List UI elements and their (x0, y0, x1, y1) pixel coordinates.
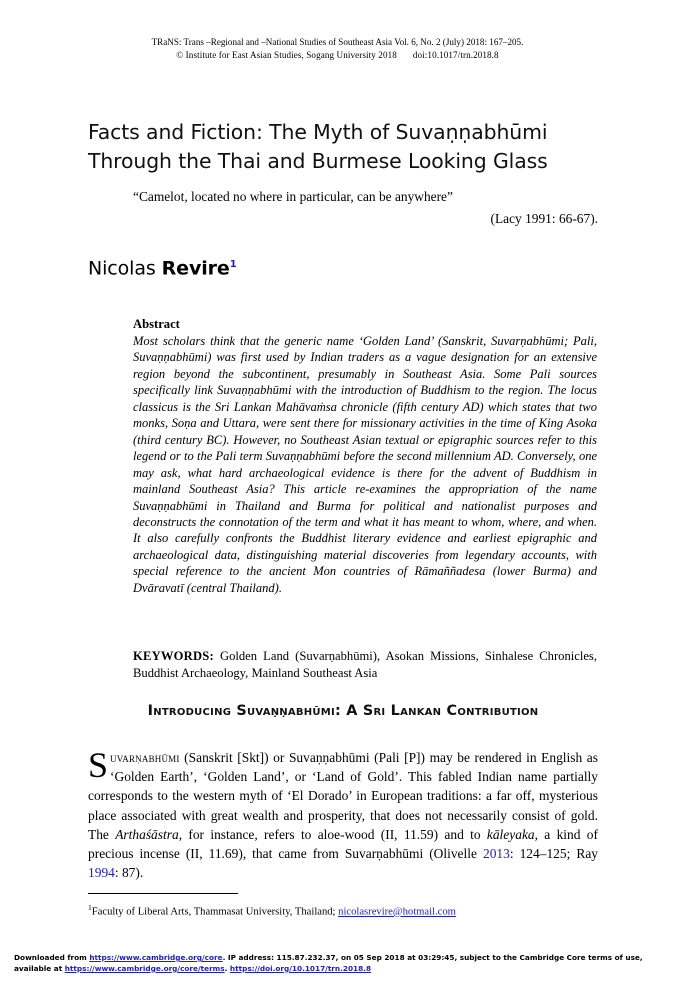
author-byline (88, 252, 237, 281)
download-separator: . (224, 963, 230, 973)
body-text (88, 745, 598, 882)
download-notice-bar (0, 950, 675, 978)
download-prefix: Downloaded from (14, 953, 90, 962)
download-ip-info: . IP address: 115.87.232.37, on 05 Sep 2018 at 03:29:45, subject to the Cambridge Core terms of use, available (14, 953, 643, 973)
doi-link[interactable]: https://doi.org/10.1017/trn.2018.8 (229, 963, 372, 973)
author-given-name: Nicolas (88, 257, 162, 280)
running-head-line1: TRaNS: Trans –Regional and –National Studies of Southeast Asia Vol. 6, No. 2 (July) 2018: 167–205. (151, 37, 524, 47)
epigraph-quote: “Camelot, located no where in particular, can be anywhere” (133, 189, 453, 204)
abstract-text: Most scholars think that the generic name ‘Golden Land’ (Sanskrit, Suvarṇabhūmi; Pali, Suvaṇṇabhūmi) was first used by Indian traders as a vague designation for an extensive region beyond the subcontinent, presumably in Southeast Asia. Some Pali sources specifically link Suvaṇṇabhūmi with the introduction of Buddhism to the region. The locus classicus is the Sri Lankan Mahāvaṁsa chronicle (fifth century AD) which states that two monks, Soṇa and Uttara, were sent there for missionary activities in the time of King Asoka (third century BC). However, no Southeast Asian textual or epigraphic sources refer to this legend or to the Pali term Suvaṇṇabhūmi before the second millennium AD. Conversely, one may ask, what hard archaeological evidence is there for the advent of Buddhism in mainland Southeast Asia? This article re-examines the appropriation of the name Suvaṇṇabhūmi in Thailand and Burma for political and nationalist purposes and deconstructs the connotation of the term and what it has meant to whom, where, and when. It also carefully confronts the Buddhist literary evidence and earliest epigraphic and archaeological data, distinguishing material discoveries from legendary accounts, with special reference to the ancient Mon countries of Rāmaññadesa (lower Burma) and Dvāravatī (central Thailand). (133, 334, 597, 595)
footnote-marker: 1 (88, 903, 92, 912)
author-email-link[interactable]: nicolasrevire@hotmail.com (338, 906, 456, 918)
footnote-rule (88, 893, 238, 894)
italic-term-arthasastra: Arthaśāstra (115, 826, 179, 842)
epigraph-source: (Lacy 1991: 66-67). (490, 211, 598, 226)
keywords-label: KEYWORDS: (133, 649, 214, 663)
abstract-section (133, 316, 597, 596)
body-paragraph-1 (88, 745, 598, 882)
keywords-list: Golden Land (Suvarṇabhūmi), Asokan Missions, Sinhalese Chronicles, Buddhist Archaeology, Mainland Southeast Asia (133, 649, 597, 681)
body-run-4: : 124–125; Ray (509, 846, 598, 862)
epigraph (133, 186, 598, 229)
running-head (0, 36, 675, 62)
footnote-text: Faculty of Liberal Arts, Thammasat University, Thailand; (91, 906, 339, 918)
drop-cap: S (88, 745, 109, 785)
page-title: Facts and Fiction: The Myth of Suvaṇṇabhūmi Through the Thai and Burmese Looking Glass (88, 119, 548, 173)
running-head-line2 (0, 49, 675, 62)
body-run-2: , for instance, refers to aloe-wood (II, 11.59) and to (178, 826, 487, 842)
doi-text: doi:10.1017/trn.2018.8 (412, 50, 499, 61)
opening-smallcaps: uvarṇabhūmi (110, 750, 180, 765)
author-family-name: Revire (161, 257, 230, 280)
cambridge-terms-link[interactable]: https://www.cambridge.org/core/terms (64, 963, 225, 973)
section-heading: Introducing Suvaṇṇabhūmi: A Sri Lankan Contribution (147, 703, 539, 719)
keywords-section (133, 648, 597, 682)
footnote (88, 901, 598, 920)
author-footnote-marker[interactable]: 1 (229, 259, 237, 270)
citation-link-olivelle-2013[interactable]: 2013 (482, 846, 510, 862)
cambridge-core-link[interactable]: https://www.cambridge.org/core (89, 953, 223, 962)
italic-term-kaleyaka: kāleyaka (486, 826, 535, 842)
body-run-1: (Sanskrit [Skt]) or Suvaṇṇabhūmi (Pali [P]) may be rendered in English as ‘Golden Earth’, ‘Golden Land’, or ‘Land of Gold’. This fabled Indian name partially corresponds to the western myth of ‘El Dorado’ in European traditions: a far off, mysterious place associated with great wealth and prosperity, that does not necessarily consist of gold. The (88, 750, 598, 842)
copyright-text: © Institute for East Asian Studies, Sogang University 2018 (176, 50, 397, 61)
citation-link-ray-1994[interactable]: 1994 (88, 865, 115, 881)
download-at: at (53, 963, 65, 973)
body-run-5: : 87). (114, 865, 144, 881)
body-run-3: , a kind of precious incense (II, 11.69), that came from Suvarṇabhūmi (Olivelle (88, 826, 598, 862)
abstract-heading: Abstract (133, 317, 180, 331)
